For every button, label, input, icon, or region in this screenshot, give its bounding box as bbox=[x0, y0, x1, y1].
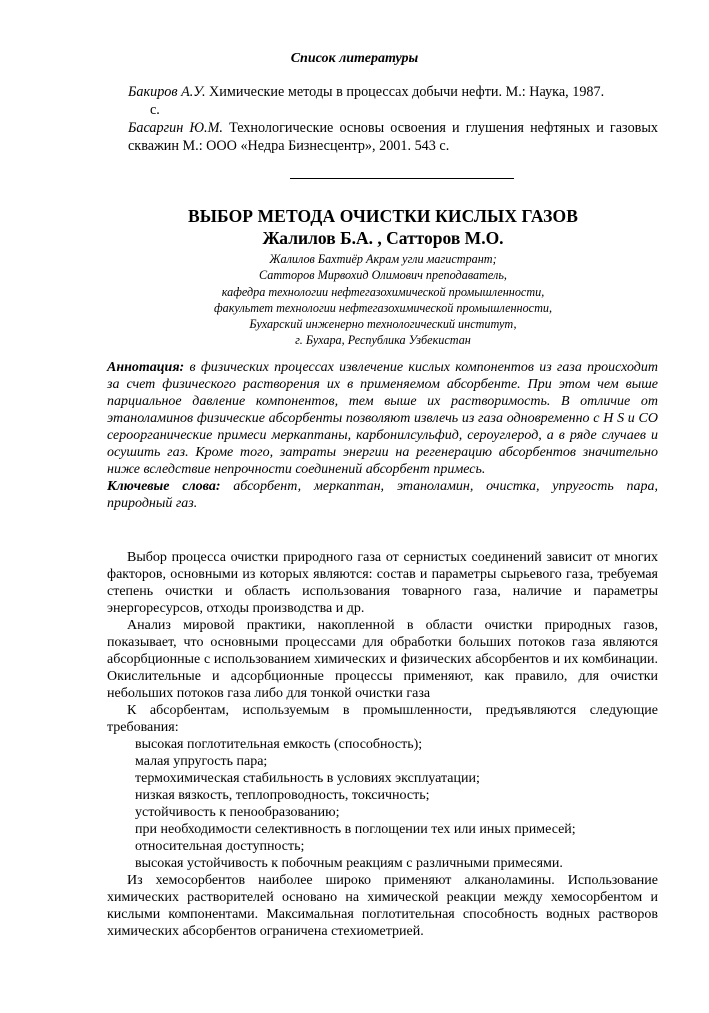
affiliation-line: г. Бухара, Республика Узбекистан bbox=[295, 333, 471, 348]
body-paragraph: Выбор процесса очистки природного газа от сернистых соединений зависит от многих факторов, основными из которых являются: состав и параметры сырьевого газа, требуемая степень очистки и область использования товарного газа, наличие и параметры энергоресурсов, отходы производства и др. bbox=[107, 550, 658, 616]
affiliation-line: Сатторов Мирвохид Олимович преподаватель, bbox=[259, 268, 507, 283]
reference-item bbox=[128, 119, 658, 155]
keywords-block bbox=[107, 478, 658, 512]
affiliation-line: Жалилов Бахтиёр Акрам угли магистрант; bbox=[269, 252, 497, 266]
reference-text: Технологические основы освоения и глушения нефтяных и газовых скважин М.: ООО «Недра Бизнесцентр», 2001. 543 с. bbox=[128, 120, 658, 154]
references-heading: Список литературы bbox=[290, 51, 419, 66]
affiliation-line: Бухарский инженерно технологический институт, bbox=[249, 317, 517, 332]
abstract-block bbox=[107, 359, 658, 478]
list-item: устойчивость к пенообразованию; bbox=[135, 805, 340, 820]
author-affiliation bbox=[0, 251, 709, 349]
list-item: малая упругость пара; bbox=[135, 754, 268, 769]
references-list bbox=[128, 83, 658, 155]
article-authors: Жалилов Б.А. , Сатторов М.О. bbox=[262, 228, 504, 248]
abstract-label: Аннотация: bbox=[107, 360, 185, 375]
reference-text-continuation: с. bbox=[150, 102, 160, 118]
keywords-label: Ключевые слова: bbox=[107, 479, 221, 494]
list-item: относительная доступность; bbox=[135, 839, 305, 854]
affiliation-line: факультет технологии нефтегазохимической промышленности, bbox=[213, 300, 553, 315]
body-paragraph: Анализ мировой практики, накопленной в области очистки природных газов, показывает, что основными процессами для обработки больших потоков газа являются абсорбционные с использованием химических и физических абсорбентов и их комбинации. Окислительные и адсорбционные процессы применяют, как правило, для очистки небольших потоков газа либо для тонкой очистки газа bbox=[107, 618, 658, 701]
affiliation-line: кафедра технологии нефтегазохимической промышленности, bbox=[221, 284, 545, 299]
reference-item bbox=[128, 83, 658, 119]
list-item: термохимическая стабильность в условиях эксплуатации; bbox=[135, 771, 480, 786]
reference-author: Басаргин Ю.М. bbox=[128, 120, 223, 136]
list-item: при необходимости селективность в поглощении тех или иных примесей; bbox=[135, 822, 576, 837]
abstract bbox=[107, 359, 658, 512]
reference-text: Химические методы в процессах добычи нефти. М.: Наука, 1987. bbox=[205, 84, 605, 100]
body-paragraph: Из хемосорбентов наиболее широко применяют алканоламины. Использование химических растворителей основано на химической реакции между хемосорбентом и кислыми компонентами. Максимальная поглотительная способность водных растворов химических абсорбентов ограничена стехиометрией. bbox=[107, 873, 658, 939]
keywords-text: абсорбент, меркаптан, этаноламин, очистка, упругость пара, природный газ. bbox=[107, 479, 658, 511]
list-item: низкая вязкость, теплопроводность, токсичность; bbox=[135, 788, 430, 803]
body-paragraph: К абсорбентам, используемым в промышленности, предъявляются следующие требования: bbox=[107, 703, 658, 735]
article-body bbox=[107, 549, 658, 940]
requirements-list bbox=[107, 736, 658, 872]
article-title: ВЫБОР МЕТОДА ОЧИСТКИ КИСЛЫХ ГАЗОВ bbox=[187, 206, 579, 226]
section-divider bbox=[290, 178, 514, 179]
list-item: высокая устойчивость к побочным реакциям с различными примесями. bbox=[135, 856, 563, 871]
list-item: высокая поглотительная емкость (способность); bbox=[135, 737, 423, 752]
abstract-text: в физических процессах извлечение кислых компонентов из газа происходит за счет физического растворения их в применяемом абсорбенте. При этом чем выше парциальное давление компонентов, тем выше их растворимость. В отличие от этаноламинов физические абсорбенты позволяют извлечь из газа одновременно с H S и CO сероорганические примеси меркаптаны, карбонилсульфид, сероуглерод, а в ряде случаев и осушить газ. Кроме того, затраты энергии на регенерацию абсорбентов значительно ниже вследствие непрочности соединений абсорбент примесь. bbox=[107, 360, 658, 477]
reference-author: Бакиров А.У. bbox=[128, 84, 206, 100]
